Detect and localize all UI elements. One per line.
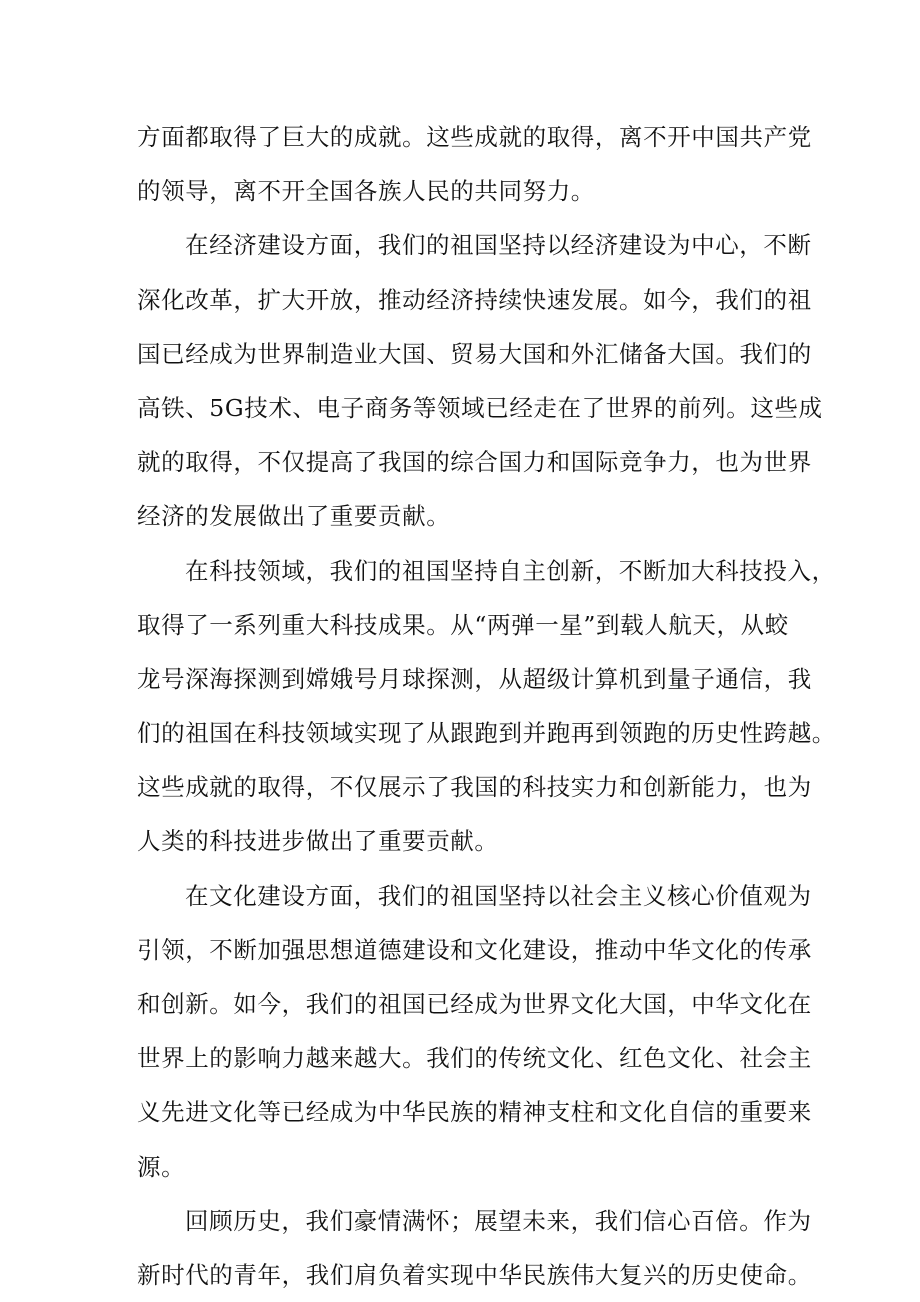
text-line: 引领，不断加强思想道德建设和文化建设，推动中华文化的传承 [137,935,812,964]
text-line: 在经济建设方面，我们的祖国坚持以经济建设为中心，不断 [185,231,812,260]
text-line: 国已经成为世界制造业大国、贸易大国和外汇储备大国。我们的 [137,339,812,368]
text-line: 和创新。如今，我们的祖国已经成为世界文化大国，中华文化在 [137,990,812,1018]
text-line: 这些成就的取得，不仅展示了我国的科技实力和创新能力，也为 [137,773,812,802]
text-line: 新时代的青年，我们肩负着实现中华民族伟大复兴的历史使命。 [137,1260,812,1289]
text-line: 取得了一系列重大科技成果。从“两弹一星”到载人航天，从蛟 [137,610,789,639]
text-line: 回顾历史，我们豪情满怀；展望未来，我们信心百倍。作为 [185,1206,812,1235]
paragraph-technology [137,544,836,869]
text-line: 方面都取得了巨大的成就。这些成就的取得，离不开中国共产党 [137,123,812,151]
paragraph-conclusion [137,1194,812,1302]
text-line: 的领导，离不开全国各族人民的共同努力。 [137,177,595,206]
text-line: 经济的发展做出了重要贡献。 [137,502,451,531]
text-line: 在文化建设方面，我们的祖国坚持以社会主义核心价值观为 [185,881,812,910]
text-line: 义先进文化等已经成为中华民族的精神支柱和文化自信的重要来 [137,1098,812,1127]
document-body [137,110,836,1302]
text-line: 高铁、5G技术、电子商务等领域已经走在了世界的前列。这些成 [137,393,823,422]
text-line: 人类的科技进步做出了重要贡献。 [137,827,499,856]
text-line: 在科技领域，我们的祖国坚持自主创新，不断加大科技投入， [185,556,836,585]
text-line: 深化改革，扩大开放，推动经济持续快速发展。如今，我们的祖 [137,285,812,314]
text-line: 源。 [137,1152,186,1181]
paragraph-intro-continuation [137,110,812,218]
paragraph-culture [137,869,812,1194]
text-line: 世界上的影响力越来越大。我们的传统文化、红色文化、社会主 [137,1044,812,1073]
text-line: 就的取得，不仅提高了我国的综合国力和国际竞争力，也为世界 [137,448,812,477]
paragraph-economy [137,218,823,543]
text-line: 们的祖国在科技领域实现了从跟跑到并跑再到领跑的历史性跨越。 [137,719,836,748]
text-line: 龙号深海探测到嫦娥号月球探测，从超级计算机到量子通信，我 [137,664,812,693]
